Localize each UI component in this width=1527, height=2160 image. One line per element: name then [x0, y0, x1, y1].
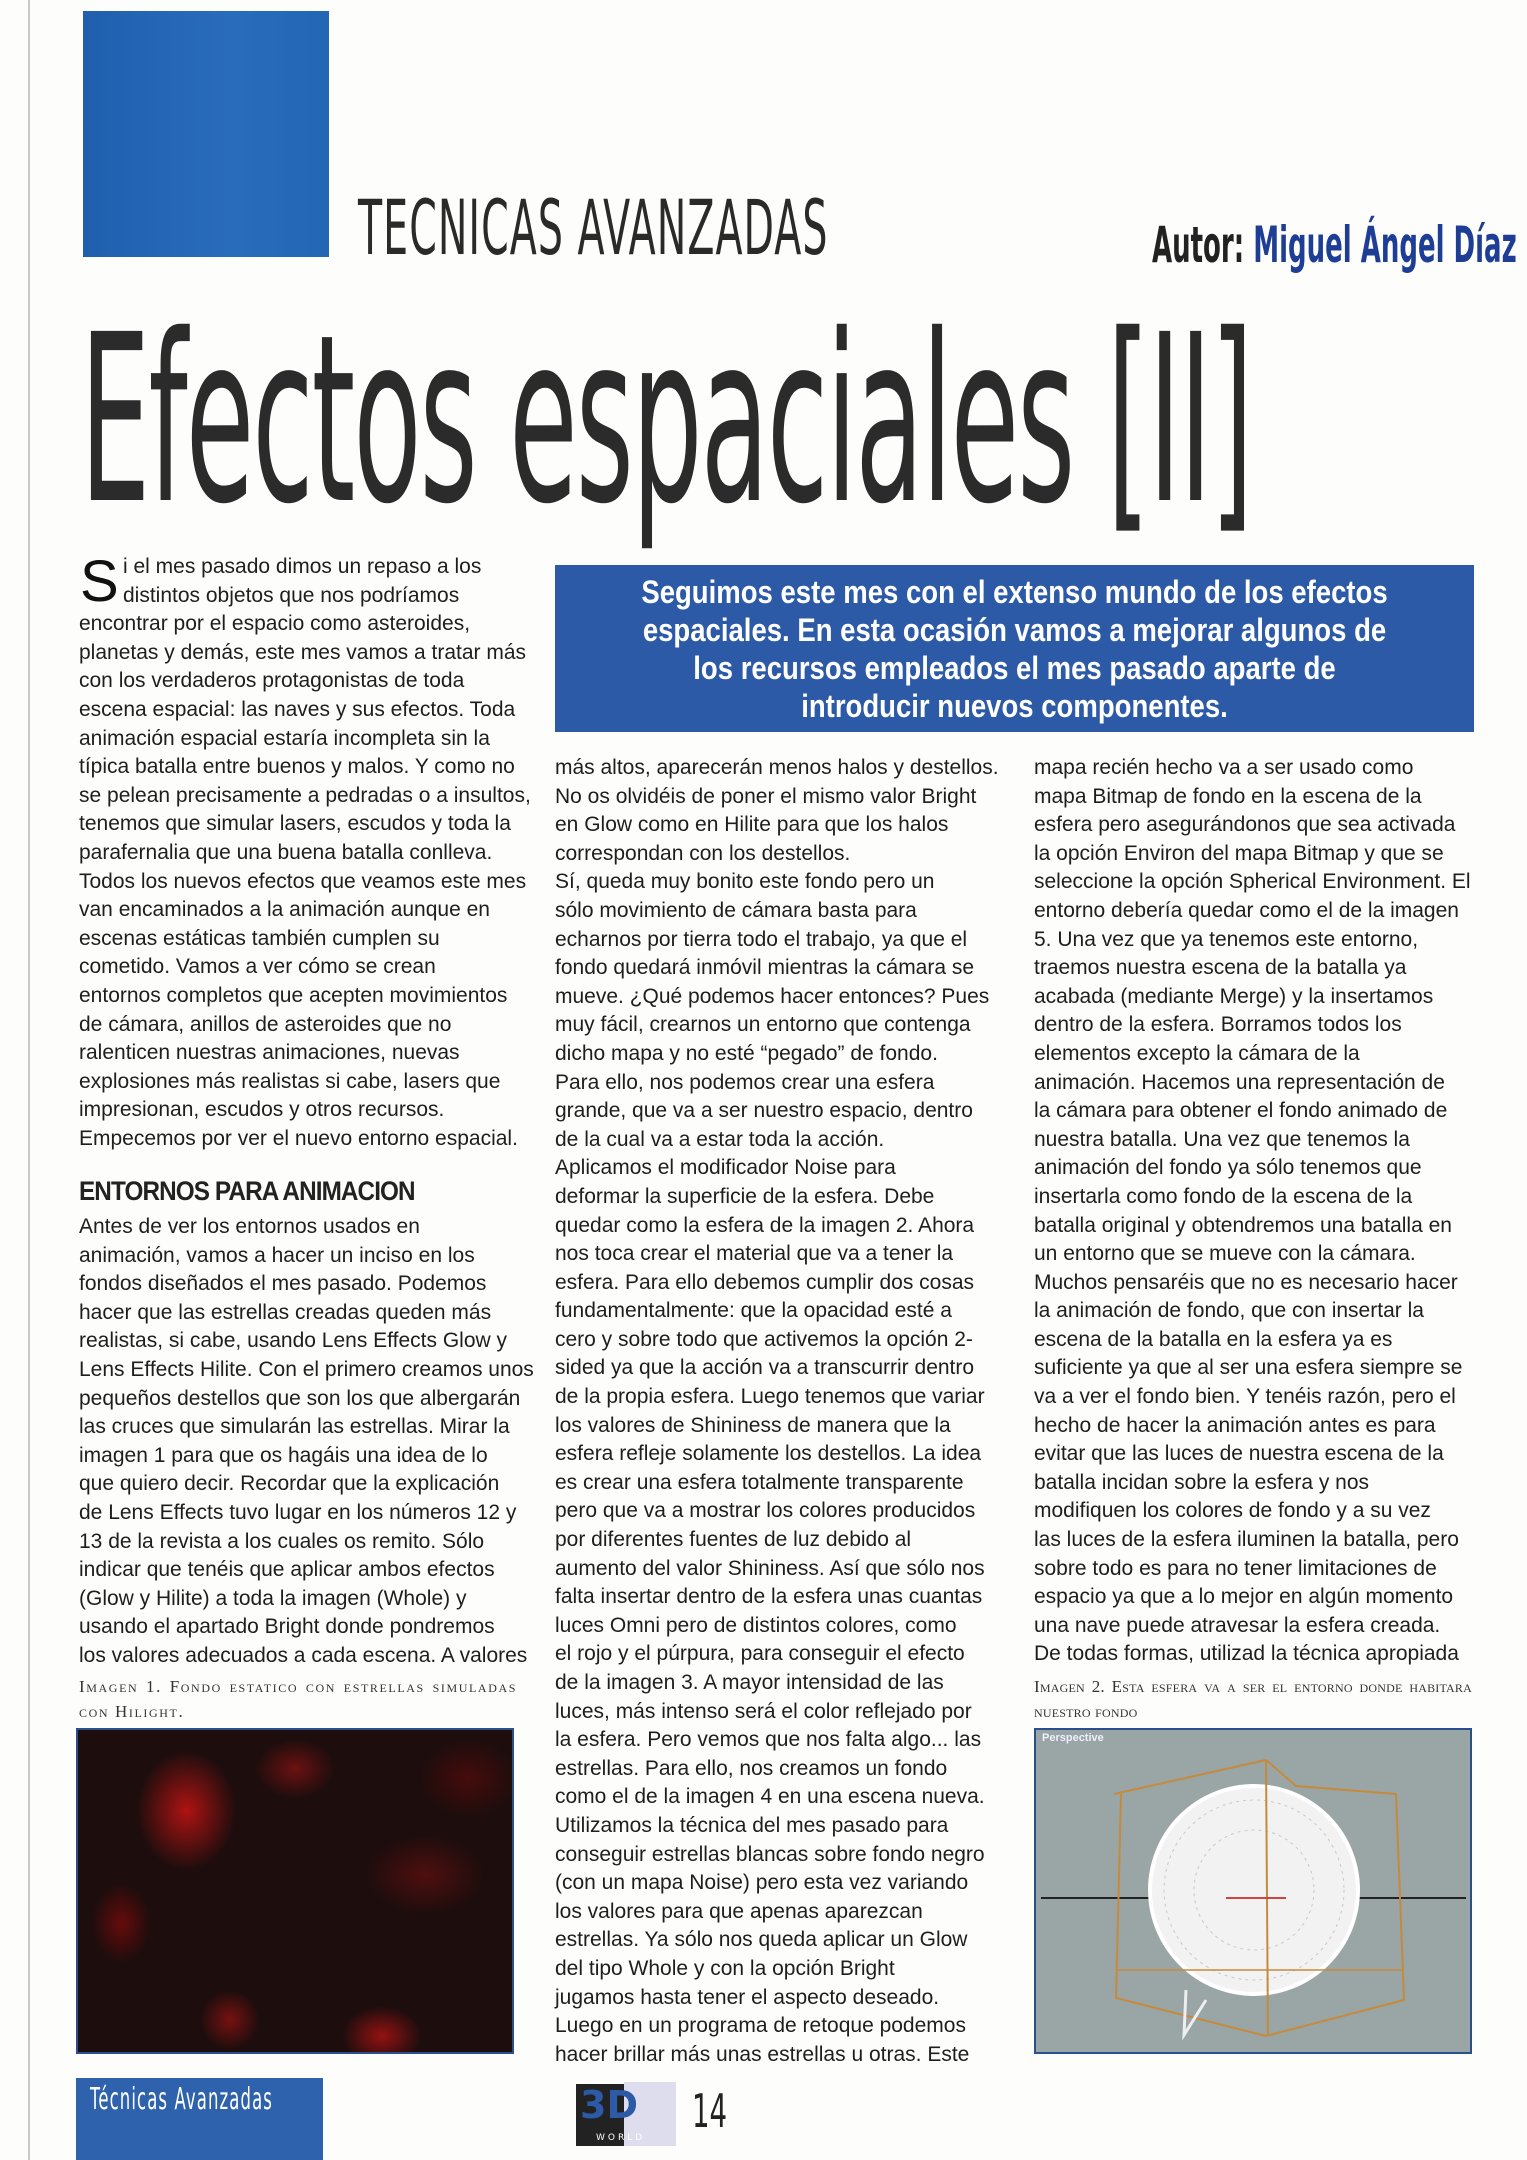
text-line: falta insertar dentro de la esfera unas cuantas — [555, 1585, 983, 1609]
text-line: de la propia esfera. Luego tenemos que variar — [555, 1385, 985, 1409]
image-1-starfield — [76, 1728, 514, 2054]
subheading: ENTORNOS PARA ANIMACION — [79, 1176, 415, 1206]
text-line: animación, vamos a hacer un inciso en los — [79, 1243, 475, 1267]
text-line: escena de la batalla en la esfera ya es — [1034, 1327, 1393, 1351]
text-line: una nave puede atravesar la esfera creada. — [1034, 1613, 1441, 1637]
text-line: Muchos pensaréis que no es necesario hacer — [1034, 1270, 1458, 1294]
author-name: Miguel Ángel Díaz — [1253, 216, 1517, 274]
text-line: insertarla como fondo de la escena de la — [1034, 1184, 1413, 1208]
text-line: fundamentalmente: que la opacidad esté a — [555, 1299, 952, 1323]
text-line: ralenticen nuestras animaciones, nuevas — [79, 1041, 460, 1065]
text-line: va a ver el fondo bien. Y tenéis razón, pero el — [1034, 1385, 1456, 1409]
text-line: (con un mapa Noise) pero esta vez variando — [555, 1871, 969, 1895]
text-line: esfera. Para ello debemos cumplir dos cosas — [555, 1270, 975, 1294]
text-line: jugamos hasta tener el aspecto deseado. — [555, 1985, 940, 2009]
footer-section-label: Técnicas Avanzadas — [90, 2082, 273, 2117]
text-line: en Glow como en Hilite para que los halos — [555, 813, 949, 837]
text-line: es crear una esfera totalmente transparente — [555, 1470, 964, 1494]
text-line: con los verdaderos protagonistas de toda — [79, 669, 465, 693]
text-line: entorno debería quedar como el de la imagen — [1034, 898, 1459, 922]
text-line: dicho mapa y no esté “pegado” de fondo. — [555, 1041, 938, 1065]
text-line: de la cual va a estar toda la acción. — [555, 1127, 885, 1151]
text-line: 13 de la revista a los cuales os remito. Sólo — [79, 1529, 485, 1553]
text-line: (Glow y Hilite) a toda la imagen (Whole) y — [79, 1586, 467, 1610]
text-line: mapa recién hecho va a ser usado como — [1034, 756, 1414, 779]
text-line: Antes de ver los entornos usados en — [79, 1215, 420, 1238]
text-line: mueve. ¿Qué podemos hacer entonces? Pues — [555, 984, 990, 1008]
text-line: estrellas. Para ello, nos creamos un fondo — [555, 1756, 948, 1780]
text-line: nuestra batalla. Una vez que tenemos la — [1034, 1127, 1410, 1151]
text-line: estrellas. Ya sólo nos queda aplicar un Glow — [555, 1928, 968, 1952]
text-line: tenemos que simular lasers, escudos y toda la — [79, 812, 511, 836]
drop-cap: S — [80, 549, 119, 614]
text-line: grande, que va a ser nuestro espacio, dentro — [555, 1099, 973, 1123]
text-line: fondos diseñados el mes pasado. Podemos — [79, 1272, 487, 1296]
text-line: sólo movimiento de cámara basta para — [555, 898, 917, 922]
image-1-caption: Imagen 1. Fondo estatico con estrellas simuladas con Hilight. — [79, 1677, 517, 1721]
author-line — [1152, 218, 1517, 272]
text-line: las luces de la esfera iluminen la batalla, pero — [1034, 1528, 1459, 1552]
text-line: conseguir estrellas blancas sobre fondo negro — [555, 1842, 985, 1866]
section-title: TECNICAS AVANZADAS — [358, 183, 829, 272]
text-line: Aplicamos el modificador Noise para — [555, 1156, 896, 1180]
text-line: fondo quedará inmóvil mientras la cámara se — [555, 956, 975, 980]
text-line: distintos objetos que nos podríamos — [123, 583, 460, 607]
sphere-wireframe-icon — [1036, 1730, 1470, 2052]
text-line: luces, más intenso será el color reflejado por — [555, 1699, 972, 1723]
text-line: escena espacial: las naves y sus efectos. Toda — [79, 697, 516, 721]
text-line: Seguimos este mes con el extenso mundo de los efectos — [641, 574, 1388, 610]
text-line: la cámara para obtener el fondo animado de — [1034, 1099, 1448, 1123]
text-line: Todos los nuevos efectos que veamos este mes — [79, 869, 527, 893]
text-line: entornos completos que acepten movimientos — [79, 983, 508, 1007]
text-line: elementos excepto la cámara de la — [1034, 1041, 1360, 1065]
text-line: de la imagen 3. A mayor intensidad de las — [555, 1671, 944, 1694]
text-line: impresionan, escudos y otros recursos. — [79, 1098, 445, 1122]
text-line: planetas y demás, este mes vamos a tratar más — [79, 640, 527, 664]
text-line: Para ello, nos podemos crear una esfera — [555, 1070, 935, 1094]
text-line: Utilizamos la técnica del mes pasado para — [555, 1813, 949, 1837]
text-line: modifiquen los colores de fondo y a su vez — [1034, 1499, 1431, 1523]
column-2-body — [555, 754, 999, 2069]
text-line: batalla original y obtendremos una batalla en — [1034, 1213, 1452, 1237]
text-line: por diferentes fuentes de luz debido al — [555, 1528, 912, 1552]
article-title: Efectos espaciales [II] — [80, 285, 1252, 555]
text-line: 5. Una vez que ya tenemos este entorno, — [1034, 927, 1419, 951]
text-line: echarnos por tierra todo el trabajo, ya que el — [555, 927, 968, 951]
text-line: pero que va a mostrar los colores producidos — [555, 1499, 976, 1523]
text-line: de cámara, anillos de asteroides que no — [79, 1012, 452, 1036]
text-line: se pelean precisamente a pedradas o a insultos, — [79, 783, 531, 807]
text-line: como el de la imagen 4 en una escena nueva. — [555, 1785, 985, 1809]
text-line: animación del fondo ya sólo tenemos que — [1034, 1156, 1422, 1180]
text-line: mapa Bitmap de fondo en la escena de la — [1034, 784, 1422, 808]
text-line: nos toca crear el material que va a tener la — [555, 1242, 954, 1266]
text-line: correspondan con los destellos. — [555, 841, 851, 865]
text-line: típica batalla entre buenos y malos. Y como no — [79, 755, 515, 779]
text-line: batalla incidan sobre la esfera y nos — [1034, 1470, 1370, 1494]
image-2-sphere-viewport — [1034, 1728, 1472, 2054]
logo-text: 3D — [580, 2083, 638, 2127]
text-line: evitar que las luces de nuestra escena de la — [1034, 1442, 1444, 1466]
logo-subtext: WORLD — [596, 2133, 646, 2143]
text-line: traemos nuestra escena de la batalla ya — [1034, 956, 1407, 980]
text-line: indicar que tenéis que aplicar ambos efectos — [79, 1558, 495, 1582]
text-line: introducir nuevos componentes. — [801, 688, 1228, 724]
text-line: luces Omni pero de distintos colores, como — [555, 1613, 957, 1637]
column-1-body-2 — [79, 1213, 534, 1671]
image-2-caption: Imagen 2. Esta esfera va a ser el entorno donde habitara nuestro fondo — [1034, 1677, 1472, 1721]
page-number: 14 — [692, 2084, 728, 2138]
text-line: explosiones más realistas si cabe, lasers que — [79, 1069, 501, 1093]
text-line: cero y sobre todo que activemos la opción 2- — [555, 1327, 973, 1351]
text-line: No os olvidéis de poner el mismo valor Bright — [555, 784, 977, 808]
text-line: las cruces que simularán las estrellas. Mirar la — [79, 1415, 510, 1439]
text-line: seleccione la opción Spherical Environment. El — [1034, 870, 1471, 894]
text-line: suficiente ya que al ser una esfera siempre se — [1034, 1356, 1463, 1380]
text-line: i el mes pasado dimos un repaso a los — [123, 555, 482, 578]
text-line: acabada (mediante Merge) y la insertamos — [1034, 984, 1434, 1008]
section-color-block — [83, 11, 329, 257]
text-line: la animación de fondo, que con insertar la — [1034, 1299, 1424, 1323]
text-line: pequeños destellos que son los que albergarán — [79, 1386, 521, 1410]
text-line: esfera refleje solamente los destellos. La idea — [555, 1442, 982, 1466]
column-3-body — [1034, 754, 1471, 1669]
text-line: aumento del valor Shininess. Así que sólo nos — [555, 1556, 985, 1580]
text-line: De todas formas, utilizad la técnica apropiada — [1034, 1642, 1459, 1666]
column-1-body — [79, 549, 531, 1153]
text-line: animación. Hacemos una representación de — [1034, 1070, 1445, 1094]
text-line: van encaminados a la animación aunque en — [79, 898, 490, 922]
text-line: de Lens Effects tuvo lugar en los números 12 y — [79, 1500, 517, 1524]
text-line: muy fácil, crearnos un entorno que contenga — [555, 1013, 971, 1037]
text-line: la opción Environ del mapa Bitmap y que se — [1034, 841, 1444, 865]
text-line: los valores para que apenas aparezcan — [555, 1899, 923, 1923]
text-line: más altos, aparecerán menos halos y destellos. — [555, 756, 999, 779]
magazine-logo-icon — [576, 2082, 686, 2148]
author-label: Autor: — [1152, 216, 1245, 274]
text-line: espaciales. En esta ocasión vamos a mejorar algunos de — [642, 612, 1387, 648]
text-line: Empecemos por ver el nuevo entorno espacial. — [79, 1126, 518, 1150]
text-line: imagen 1 para que os hagáis una idea de lo — [79, 1443, 488, 1467]
text-line: animación espacial estaría incompleta sin la — [79, 726, 490, 750]
text-line: Luego en un programa de retoque podemos — [555, 2014, 966, 2038]
text-line: sobre todo es para no tener limitaciones de — [1034, 1556, 1437, 1580]
text-line: el rojo y el púrpura, para conseguir el efecto — [555, 1642, 965, 1666]
text-line: cometido. Vamos a ver cómo se crean — [79, 955, 436, 979]
text-line: parafernalia que una buena batalla conlleva. — [79, 840, 493, 864]
text-line: espacio ya que a lo mejor en algún momento — [1034, 1585, 1454, 1609]
footer-section-bar — [76, 2078, 323, 2160]
text-line: escenas estáticas también cumplen su — [79, 926, 440, 950]
text-line: hacer que las estrellas creadas queden más — [79, 1300, 492, 1324]
text-line: deformar la superficie de la esfera. Debe — [555, 1184, 935, 1208]
page-edge — [28, 0, 30, 2160]
text-line: esfera pero asegurándonos que sea activada — [1034, 813, 1456, 837]
text-line: quedar como la esfera de la imagen 2. Ahora — [555, 1213, 975, 1237]
text-line: que quiero decir. Recordar que la explicación — [79, 1472, 500, 1496]
text-line: un entorno que se mueve con la cámara. — [1034, 1242, 1416, 1266]
text-line: encontrar por el espacio como asteroides, — [79, 612, 471, 636]
text-line: Sí, queda muy bonito este fondo pero un — [555, 870, 935, 894]
text-line: usando el apartado Bright donde pondremos — [79, 1615, 495, 1639]
text-line: dentro de la esfera. Borramos todos los — [1034, 1013, 1402, 1037]
intro-box — [555, 565, 1474, 732]
text-line: hacer brillar más unas estrellas u otras. Este — [555, 2042, 970, 2066]
text-line: del tipo Whole y con la opción Bright — [555, 1956, 895, 1980]
text-line: hecho de hacer la animación antes es para — [1034, 1413, 1436, 1437]
text-line: los recursos empleados el mes pasado aparte de — [693, 650, 1336, 686]
text-line: Lens Effects Hilite. Con el primero creamos unos — [79, 1357, 534, 1381]
text-line: los valores adecuados a cada escena. A valores — [79, 1643, 528, 1667]
text-line: los valores de Shininess de manera que la — [555, 1413, 951, 1437]
viewport-label: Perspective — [1042, 1732, 1104, 1744]
text-line: realistas, si cabe, usando Lens Effects Glow y — [79, 1329, 507, 1353]
text-line: la esfera. Pero vemos que nos falta algo... las — [555, 1728, 982, 1752]
text-line: sided ya que la acción va a transcurrir dentro — [555, 1356, 975, 1380]
